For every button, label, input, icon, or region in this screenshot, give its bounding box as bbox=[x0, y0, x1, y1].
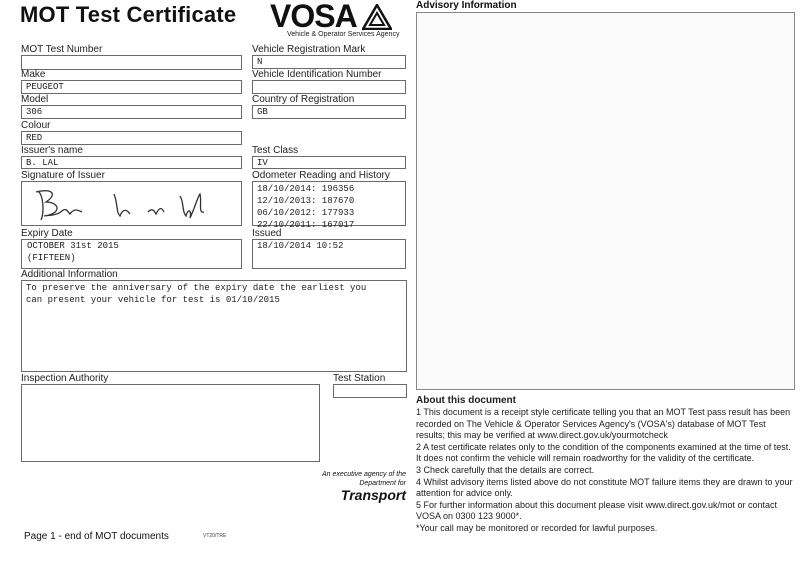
colour-label: Colour bbox=[21, 120, 51, 131]
odometer-history-box bbox=[252, 181, 406, 230]
vin-field bbox=[252, 80, 406, 94]
test-class-field: IV bbox=[252, 156, 406, 169]
about-call-note: *Your call may be monitored or recorded for lawful purposes. bbox=[416, 522, 658, 533]
page-footer: Page 1 - end of MOT documents bbox=[24, 531, 169, 542]
transport-logo: Transport bbox=[340, 487, 406, 503]
additional-info-box bbox=[21, 280, 407, 372]
vosa-logo: VOSA bbox=[270, 0, 357, 34]
issued-label: Issued bbox=[252, 228, 282, 239]
about-section bbox=[416, 395, 796, 535]
triangle-logo-icon bbox=[362, 4, 392, 30]
expiry-date-box bbox=[21, 239, 242, 269]
handwritten-signature bbox=[22, 182, 241, 225]
executive-agency-text: An executive agency of the bbox=[321, 471, 406, 478]
expiry-date-label: Expiry Date bbox=[21, 228, 73, 239]
mot-test-number-field bbox=[21, 55, 242, 70]
inspection-authority-box bbox=[21, 384, 320, 462]
test-class-label: Test Class bbox=[252, 145, 299, 156]
mot-test-number-label: MOT Test Number bbox=[21, 44, 103, 55]
model-label: Model bbox=[21, 94, 49, 105]
odometer-entry: 06/10/2012: 177933 bbox=[257, 208, 355, 218]
registration-label: Vehicle Registration Mark bbox=[252, 44, 366, 55]
document-title: MOT Test Certificate bbox=[20, 2, 237, 27]
odometer-entry: 18/10/2014: 196356 bbox=[257, 184, 355, 194]
form-code: VT20/TRE bbox=[203, 533, 227, 539]
inspection-authority-label: Inspection Authority bbox=[21, 373, 109, 384]
about-point-3: 3 Check carefully that the details are correct. bbox=[416, 464, 595, 475]
country-field: GB bbox=[252, 105, 406, 119]
vin-label: Vehicle Identification Number bbox=[252, 69, 382, 80]
expiry-date-line2: (FIFTEEN) bbox=[27, 253, 76, 263]
odometer-entry: 12/10/2013: 187670 bbox=[257, 196, 355, 206]
test-station-field bbox=[333, 384, 407, 398]
additional-info-line1: To preserve the anniversary of the expiry date the earliest you bbox=[26, 283, 367, 293]
country-label: Country of Registration bbox=[252, 94, 355, 105]
issuer-name-field: B. LAL bbox=[21, 156, 242, 169]
make-field: PEUGEOT bbox=[21, 80, 242, 94]
make-label: Make bbox=[21, 69, 46, 80]
about-point-2: 2 A test certificate relates only to the condition of the components examined at the time of test. It does not confirm the vehicle will remain roadworthy for the validity of the certificate. bbox=[416, 441, 791, 464]
advisory-title: Advisory Information bbox=[416, 0, 517, 11]
odometer-entry: 22/10/2011: 167017 bbox=[257, 220, 355, 230]
odometer-label: Odometer Reading and History bbox=[252, 170, 390, 181]
about-point-5: 5 For further information about this document please visit www.direct.gov.uk/mot or contact VOSA on 0300 123 9000*. bbox=[416, 499, 777, 522]
colour-field: RED bbox=[21, 131, 242, 145]
department-text: Department for bbox=[359, 480, 406, 487]
signature-box bbox=[21, 181, 242, 226]
signature-label: Signature of Issuer bbox=[21, 170, 105, 181]
issuer-name-label: Issuer's name bbox=[21, 145, 83, 156]
advisory-box bbox=[416, 12, 795, 390]
model-field: 306 bbox=[21, 105, 242, 119]
about-point-4: 4 Whilst advisory items listed above do not constitute MOT failure items they are drawn to your attention for advice only. bbox=[416, 476, 793, 499]
additional-info-label: Additional Information bbox=[21, 269, 118, 280]
expiry-date-line1: OCTOBER 31st 2015 bbox=[27, 241, 119, 251]
agency-name: Vehicle & Operator Services Agency bbox=[287, 31, 400, 38]
about-title: About this document bbox=[416, 395, 516, 406]
issued-field: 18/10/2014 10:52 bbox=[252, 239, 406, 269]
about-point-1: 1 This document is a receipt style certificate telling you that an MOT Test pass result has been recorded on The Vehicle & Operator Services Agency's (VOSA's) database of MOT Test results; this may be verified at www.direct.gov.uk/yourmotcheck bbox=[416, 407, 791, 441]
additional-info-line2: can present your vehicle for test is 01/10/2015 bbox=[26, 295, 280, 305]
registration-field: N bbox=[252, 55, 406, 69]
test-station-label: Test Station bbox=[333, 373, 386, 384]
